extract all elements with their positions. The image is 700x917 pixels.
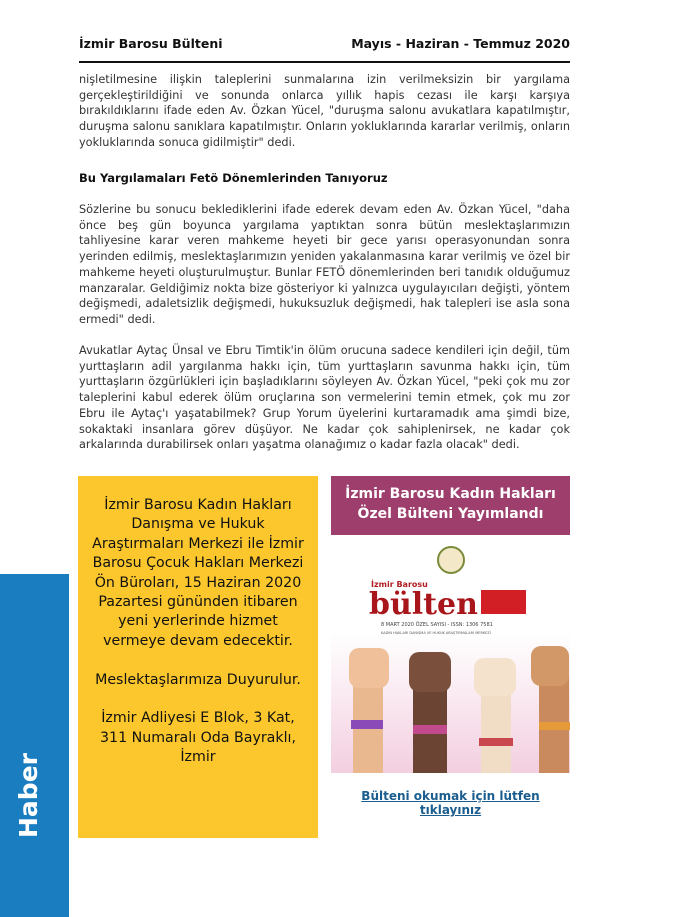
raised-fists-illustration: [349, 646, 570, 773]
article-paragraph: nişletilmesine ilişkin taleplerini sunmalarına izin verilmeksizin bir yargılama gerçekleştirildiğini ve sonunda onlarca yıllık hapis cezası ile karşı karşıya bırakıldıklarını ifade eden Av. Özkan Yücel, "duruşma salonu avukatlara kapatılmıştır, duruşma salonu sanıklara kapatılmıştır. Onların yokluklarında kararlar verilmiş, onların yokluklarında sonuca gidilmiştir" dedi.: [79, 73, 570, 149]
section-label: Haber: [14, 753, 43, 838]
notice-text: Meslektaşlarımıza Duyurulur.: [95, 671, 301, 688]
running-header: [79, 36, 570, 51]
notice-address: İzmir Adliyesi E Blok, 3 Kat, 311 Numaralı Oda Bayraklı, İzmir: [100, 710, 296, 766]
issue-date: Mayıs - Haziran - Temmuz 2020: [351, 36, 570, 51]
article-paragraph: Avukatlar Aytaç Ünsal ve Ebru Timtik'in ölüm orucuna sadece kendileri için değil, tüm yurttaşların adil yargılanma hakkı için, tüm yurttaşların savunma hakkı için, tüm yurttaşların özgürlükleri için başladıklarını söyleyen Av. Özkan Yücel, "peki çok mu zor taleplerini kabul ederek ölüm oruçlarına son vermelerini temin etmek, çok mu zor Ebru ile Aytaç'ı yaşatabilmek? Grup Yorum üyelerini kurtaramadık ama şimdi bize, sokaktaki insanlara görev düşüyor. Ne kadar çok sahiplenirsek, ne kadar çok arkalarında durabilirsek onları yaşatma olanağımız o kadar fazla olacak" dedi.: [79, 344, 570, 452]
section-heading: Bu Yargılamaları Fetö Dönemlerinden Tanıyoruz: [79, 171, 388, 185]
promo-title: İzmir Barosu Kadın Hakları Özel Bülteni Yayımlandı: [331, 476, 570, 535]
article-paragraph: Sözlerine bu sonucu beklediklerini ifade ederek devam eden Av. Özkan Yücel, "daha önce beş gün boyunca yargılama yaptıktan sonra bütün meslektaşlarımızın tahliyesine karar veren mahkeme heyeti bir gece yarısı operasyonundan sonra yerinden edilmiş, meslektaşlarımızın yeniden yakalanmasına karar verilmiş ve özel bir mahkeme heyeti oluşturulmuştur. Bunlar FETÖ dönemlerinden beri tanıdık olduğumuz manzaralar. Geldiğimiz nokta bize gösteriyor ki yalnızca uygulayıcıları değişti, yöntem değişmedi, adaletsizlik değişmedi, hukuksuzluk değişmedi, hak talepleri ise asla sona ermedi" dedi.: [79, 203, 570, 326]
section-tab: [0, 574, 69, 917]
bulletin-cover-image[interactable]: [331, 540, 570, 773]
cover-illustration: [331, 540, 570, 773]
cover-issue: 8 MART 2020 ÖZEL SAYISI - ISSN: 1306 7581: [381, 622, 493, 628]
notice-text: İzmir Barosu Kadın Hakları Danışma ve Hukuk Araştırmaları Merkezi ile İzmir Barosu Çocuk Hakları Merkezi Ön Büroları, 15 Haziran 2020 Pazartesi gününden itibaren yeni yerlerinde hizmet vermeye devam edecektir.: [92, 497, 304, 649]
cover-sub: KADIN HAKLARI DANIŞMA VE HUKUK ARAŞTIRMALARI MERKEZİ: [381, 631, 491, 635]
publication-title: İzmir Barosu Bülteni: [79, 36, 223, 51]
notice-box: [78, 476, 318, 838]
cover-title: bülten: [369, 587, 478, 622]
header-rule: [79, 61, 570, 63]
bar-seal-icon: [438, 547, 464, 573]
cover-brand: İzmir Barosu: [371, 580, 428, 589]
flag-icon: [481, 590, 526, 614]
read-bulletin-link[interactable]: Bülteni okumak için lütfen tıklayınız: [361, 789, 540, 817]
